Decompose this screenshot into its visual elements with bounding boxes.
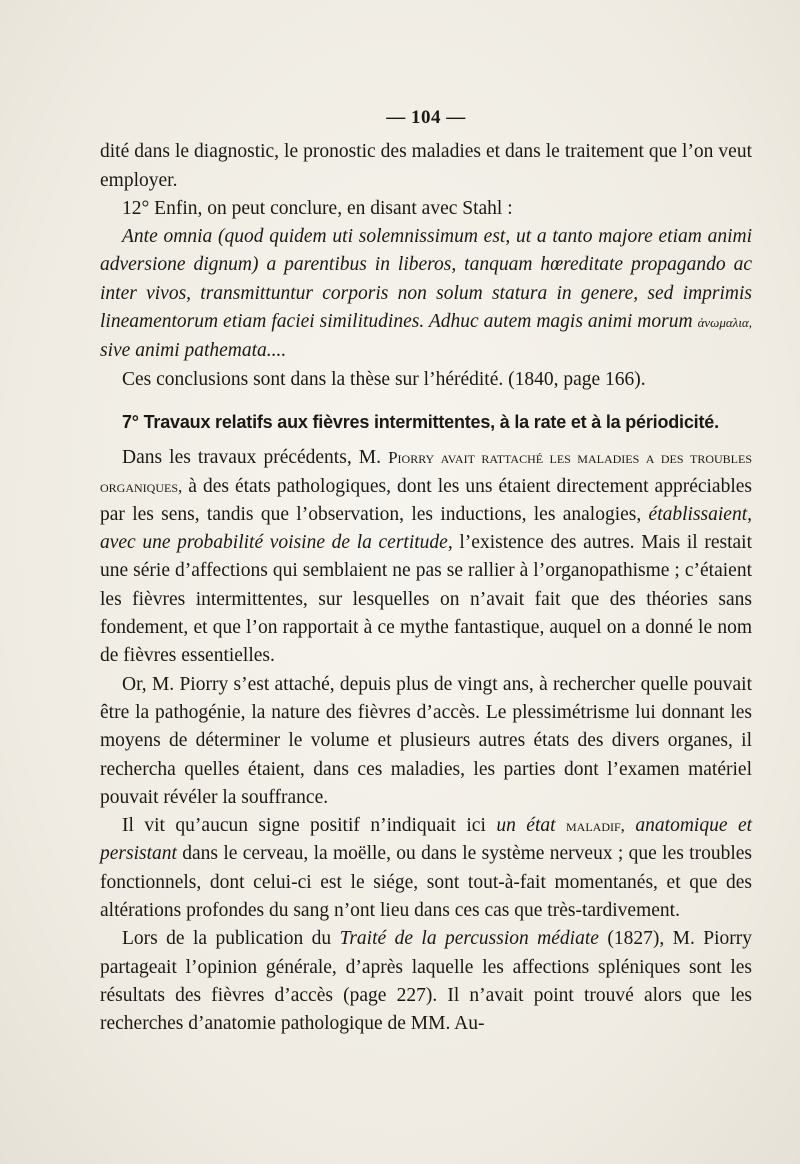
text-run: Lors de la publication du bbox=[122, 928, 332, 950]
text-run: l’existence des autres. Mais il restait une série d’affections qui semblaient ne pas se rallier à l’organopathisme ; c’étaient les fièvres intermittentes, sur lesquelles on n’avait fait que des théories sans fondement, et que l’on rapportait à ce mythe fantastique, auquel on a donné le nom de fièvres essentielles. bbox=[100, 532, 752, 667]
text-run: Dans les travaux précédents, M. bbox=[122, 447, 381, 469]
paragraph-treatise-publication bbox=[100, 925, 752, 1038]
paragraph-conclusions-source: Ces conclusions sont dans la thèse sur l’hérédité. (1840, page 166). bbox=[122, 368, 646, 390]
italic-run: établissaient, avec une probabilité voisine de la certitude, bbox=[100, 503, 752, 554]
page-body bbox=[100, 104, 752, 1039]
greek-word: ἀνωμαλια, bbox=[697, 315, 752, 331]
text-run: à des états pathologiques, dont les uns étaient directement appréciables par les sens, tandis que l’observation, les inductions, les analogies, bbox=[100, 475, 753, 525]
text-run: (1827), M. Piorry partageait l’opinion générale, d’après laquelle les affections spléniques sont les résultats des fièvres d’accès (page 227). Il n’avait point trouvé alors que les recherches d’anatomie pathologique de MM. Au- bbox=[100, 928, 753, 1035]
latin-quote bbox=[100, 223, 752, 365]
small-caps-run: Piorry avait rattaché les maladies a des troubles organiques, bbox=[100, 448, 753, 496]
paragraph-piorry-research: Or, M. Piorry s’est attaché, depuis plus de vingt ans, à rechercher quelle pouvait être la pathogénie, la nature des fièvres d’accès. Le plessimétrisme lui donnant les moyens de déterminer le volume et plusieurs autres états des divers organes, il rechercha quelles étaient, dans ces maladies, les parties dont l’examen matériel pouvait révéler la souffrance. bbox=[100, 673, 752, 808]
section-heading: 7° Travaux relatifs aux fièvres intermittentes, à la rate et à la périodicité. bbox=[122, 411, 719, 432]
italic-run: un état bbox=[496, 815, 556, 837]
paragraph-previous-works bbox=[100, 444, 752, 670]
text-run: dans le cerveau, la moëlle, ou dans le système nerveux ; que les troubles fonctionnels, dont celui-ci est le siége, sont tout-à-fait momentanés, et que des altérations profondes du sang n’ont lieu dans ces cas que très-tardivement. bbox=[100, 843, 752, 922]
page-number: — 104 — bbox=[386, 107, 466, 128]
paragraph-conclusion-12: 12° Enfin, on peut conclure, en disant avec Stahl : bbox=[122, 197, 513, 219]
paragraph-continuation: dité dans le diagnostic, le pronostic des maladies et dans le traitement que l’on veut employer. bbox=[100, 141, 752, 191]
italic-run: Traité de la percussion médiate bbox=[339, 928, 599, 950]
text-run: Il vit qu’aucun signe positif n’indiquait ici bbox=[122, 815, 486, 837]
paragraph-no-positive-sign bbox=[100, 812, 752, 925]
italic-run: anatomique et persistant bbox=[100, 815, 753, 865]
latin-quote-text: Ante omnia (quod quidem uti solemnissimum est, ut a tanto majore etiam animi adversione dignum) a parentibus in liberos, tanquam hœreditate propagando ac inter vivos, transmittuntur corporis non solum statura in genere, sed imprimis lineamentorum etiam faciei similitudines. Adhuc autem magis animi morum bbox=[100, 226, 752, 333]
latin-quote-end: sive animi pathemata.... bbox=[100, 340, 287, 362]
small-caps-run: maladif, bbox=[566, 816, 625, 836]
